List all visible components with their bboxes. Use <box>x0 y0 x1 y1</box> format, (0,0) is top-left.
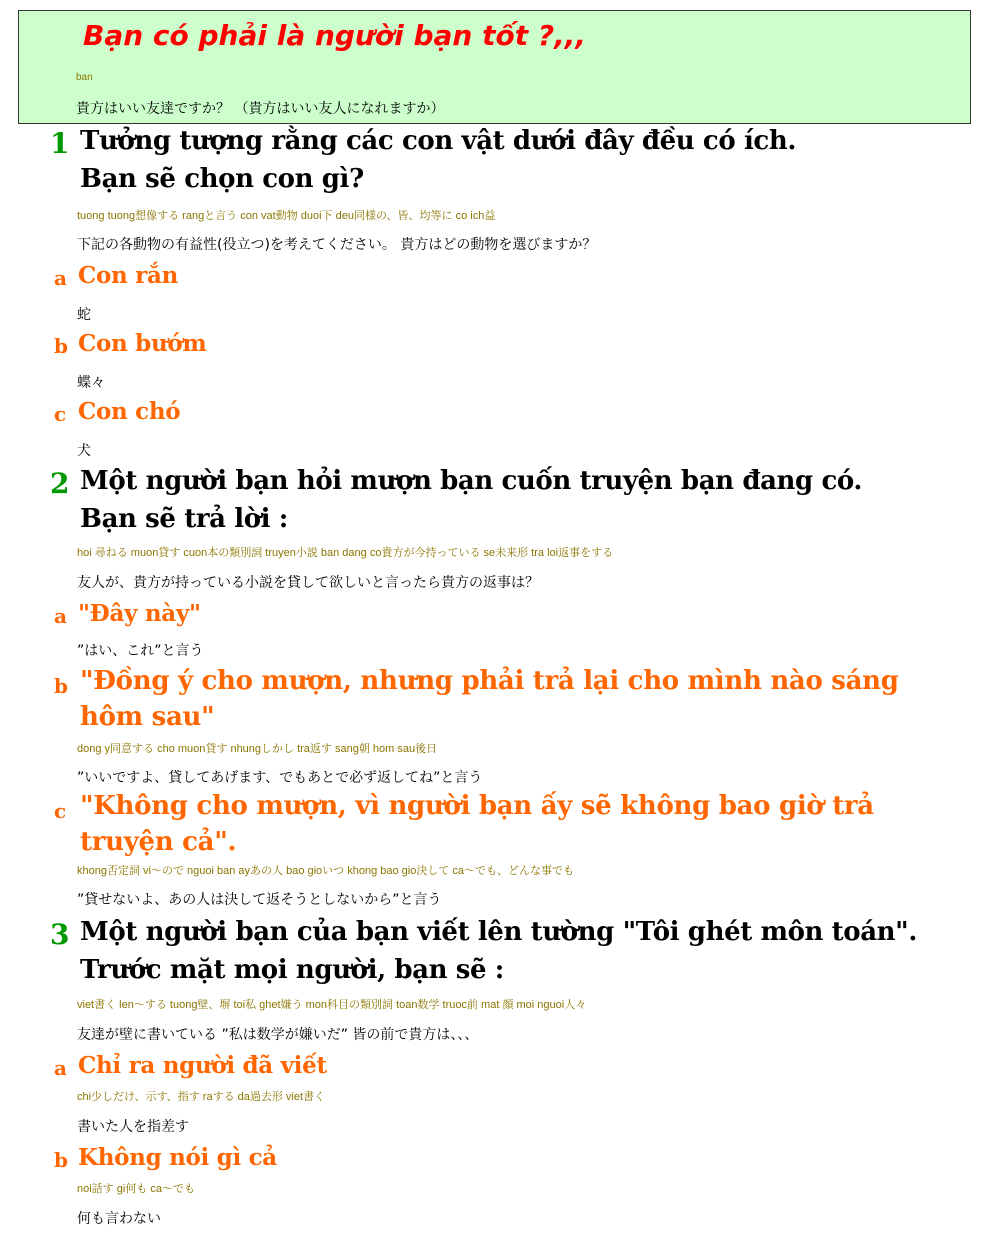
q1-option-b-text[interactable]: Con bướm <box>78 330 207 357</box>
q3-option-b-text[interactable]: Không nói gì cả <box>78 1144 277 1171</box>
q1-option-b-letter: b <box>54 334 68 358</box>
q2-option-a-letter: a <box>54 604 67 628</box>
question-1-vocab: tuong tuong想像する rangと言う con vat動物 duoi下 deu同様の、皆、均等に co ich益 <box>77 210 496 222</box>
title-translation: 貴方はいい友達ですか？ （貴方はいい友人になれますか） <box>76 101 445 117</box>
question-1-line-1: Tưởng tượng rằng các con vật dưới đây đều có ích. <box>80 126 797 156</box>
q2-option-b-text-line-1[interactable]: "Đồng ý cho mượn, nhưng phải trả lại cho mình nào sáng <box>80 666 899 696</box>
q3-option-b-translation: 何も言わない <box>77 1211 161 1227</box>
q3-option-a-letter: a <box>54 1056 67 1080</box>
q3-option-a-text[interactable]: Chỉ ra người đã viết <box>78 1052 327 1079</box>
question-3-translation: 友達が壁に書いている ”私は数学が嫌いだ” 皆の前で貴方は、、、 <box>77 1027 479 1043</box>
page-title: Bạn có phải là người bạn tốt ?,,, <box>83 19 586 52</box>
q1-option-c-translation: 犬 <box>77 443 91 459</box>
question-1-number: 1 <box>50 127 70 160</box>
q2-option-a-text[interactable]: "Đây này" <box>78 600 201 627</box>
question-1-line-2: Bạn sẽ chọn con gì? <box>80 164 364 194</box>
q1-option-a-letter: a <box>54 266 67 290</box>
title-vocab: ban <box>76 72 93 83</box>
q3-option-b-letter: b <box>54 1148 68 1172</box>
q1-option-b-translation: 蝶々 <box>77 375 105 391</box>
question-2-number: 2 <box>50 467 70 500</box>
q2-option-c-text-line-2[interactable]: truyện cả". <box>80 827 237 857</box>
q2-option-b-text-line-2[interactable]: hôm sau" <box>80 702 215 732</box>
question-3-vocab: viet書く len〜する tuong壁、塀 toi私 ghet嫌う mon科目の類別詞 toan数学 truoc前 mat 顔 moi nguoi人々 <box>77 999 587 1011</box>
q2-option-a-translation: ”はい、これ”と言う <box>77 643 204 659</box>
q2-option-b-letter: b <box>54 674 68 698</box>
question-3-number: 3 <box>50 918 70 951</box>
q1-option-c-letter: c <box>54 402 67 426</box>
q2-option-c-letter: c <box>54 799 67 823</box>
q1-option-a-translation: 蛇 <box>77 307 91 323</box>
q2-option-b-vocab: dong y同意する cho muon貸す nhungしかし tra返す sang朝 hom sau後日 <box>77 743 438 755</box>
q2-option-c-translation: ”貸せないよ、あの人は決して返そうとしないから”と言う <box>77 892 442 908</box>
question-2-line-1: Một người bạn hỏi mượn bạn cuốn truyện bạn đang có. <box>80 466 863 496</box>
q1-option-c-text[interactable]: Con chó <box>78 398 181 425</box>
q1-option-a-text[interactable]: Con rắn <box>78 262 179 289</box>
q3-option-a-translation: 書いた人を指差す <box>77 1119 189 1135</box>
question-2-vocab: hoi 尋ねる muon貸す cuon本の類別詞 truyen小説 ban dang co貴方が今持っている se未来形 tra loi返事をする <box>77 547 614 559</box>
q2-option-c-vocab: khong否定詞 vi〜ので nguoi ban ayあの人 bao gioいつ khong bao gio決して ca〜でも、どんな事でも <box>77 865 575 877</box>
title-box <box>18 10 971 124</box>
question-2-line-2: Bạn sẽ trả lời : <box>80 504 288 534</box>
question-3-line-2: Trước mặt mọi người, bạn sẽ : <box>80 955 505 985</box>
q3-option-b-vocab: noi話す gi何も ca〜でも <box>77 1183 195 1195</box>
question-1-translation: 下記の各動物の有益性(役立つ)を考えてください。 貴方はどの動物を選びますか？ <box>77 237 597 253</box>
q3-option-a-vocab: chi少しだけ、示す、指す raする da過去形 viet書く <box>77 1091 326 1103</box>
question-2-translation: 友人が、貴方が持っている小説を貸して欲しいと言ったら貴方の返事は？ <box>77 575 539 591</box>
q2-option-c-text-line-1[interactable]: "Không cho mượn, vì người bạn ấy sẽ không bao giờ trả <box>80 791 874 821</box>
q2-option-b-translation: ”いいですよ、貸してあげます、でもあとで必ず返してね”と言う <box>77 770 483 786</box>
question-3-line-1: Một người bạn của bạn viết lên tường "Tôi ghét môn toán". <box>80 917 917 947</box>
